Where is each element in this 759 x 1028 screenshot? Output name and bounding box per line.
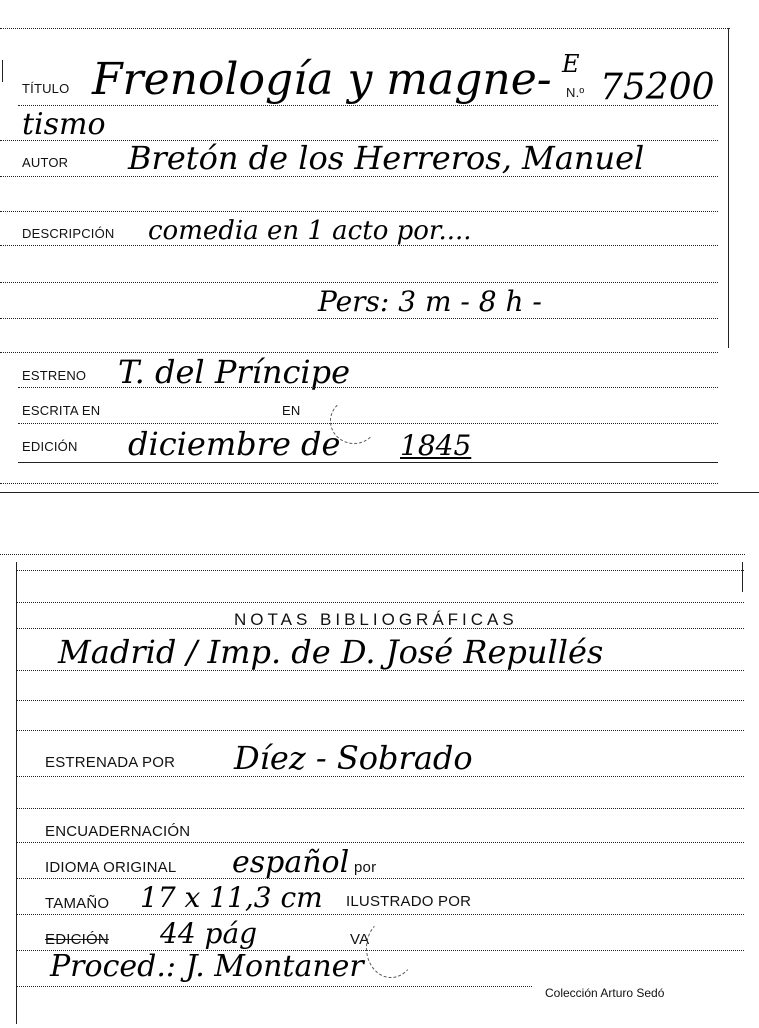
notas-value: Madrid / Imp. de D. José Repullés <box>58 633 604 671</box>
notas-header: NOTAS BIBLIOGRÁFICAS <box>234 610 518 629</box>
encuadernacion-label: ENCUADERNACIÓN <box>45 823 191 840</box>
por-label: por <box>354 859 377 876</box>
ilustrado-label: ILUSTRADO POR <box>346 893 472 910</box>
tamano-rule <box>16 914 744 915</box>
blank-rule-3 <box>0 352 718 353</box>
blank-rule-b2 <box>16 730 744 731</box>
descripcion-rule <box>0 245 718 246</box>
idioma-label: IDIOMA ORIGINAL <box>45 859 177 876</box>
blank-rule-b3 <box>16 808 744 809</box>
tamano-label: TAMAÑO <box>45 895 110 912</box>
autor-rule <box>0 176 718 177</box>
card-left-edge <box>16 562 17 1024</box>
estrenada-por-label: ESTRENADA POR <box>45 754 176 771</box>
personajes-value: Pers: 3 m - 8 h - <box>318 285 542 318</box>
blank-rule-b1 <box>16 700 744 701</box>
top-card-bottom-border <box>0 492 759 493</box>
edicion-label: EDICIÓN <box>22 439 78 454</box>
bottom-catalog-card <box>0 548 759 1028</box>
numero-label: N.º <box>566 85 585 100</box>
en-label: EN <box>282 403 301 418</box>
bottom-rule-a <box>16 570 744 571</box>
card-top-edge-2 <box>0 554 745 555</box>
card-left-mark <box>2 60 3 82</box>
estreno-rule <box>18 387 718 388</box>
top-card-bottom-edge <box>0 483 718 484</box>
estrenada-rule <box>16 776 744 777</box>
titulo-continuation: tismo <box>22 107 106 142</box>
card-top-edge <box>0 28 730 29</box>
escrita-en-label: ESCRITA EN <box>22 403 101 418</box>
personajes-rule <box>0 318 718 319</box>
estreno-value: T. del Príncipe <box>118 353 351 391</box>
descripcion-value: comedia en 1 acto por.... <box>148 216 472 246</box>
estrenada-por-value: Díez - Sobrado <box>234 739 473 777</box>
card-right-edge <box>728 28 729 348</box>
procedencia-rule <box>16 986 532 987</box>
idioma-value: español <box>232 845 350 880</box>
estreno-label: ESTRENO <box>22 368 87 383</box>
notas-rule <box>16 670 744 671</box>
blank-rule-2 <box>0 282 718 283</box>
descripcion-label: DESCRIPCIÓN <box>22 226 115 241</box>
bottom-rule-b <box>16 602 744 603</box>
top-catalog-card <box>0 0 759 495</box>
titulo-value: Frenología y magne- <box>92 54 552 105</box>
encuadernacion-rule <box>16 842 744 843</box>
titulo-label: TÍTULO <box>22 81 70 96</box>
tamano-value: 17 x 11,3 cm <box>140 881 323 914</box>
idioma-rule <box>16 878 744 879</box>
paper-hole-mark-2 <box>366 918 416 978</box>
procedencia-value: Proced.: J. Montaner <box>50 949 364 984</box>
numero-letter: E <box>562 50 580 78</box>
edicion-year: 1845 <box>400 429 472 462</box>
autor-value: Bretón de los Herreros, Manuel <box>128 139 645 177</box>
va-label: VA <box>350 931 370 948</box>
blank-rule-1 <box>0 211 718 212</box>
edicion-label-2: EDICIÓN <box>45 931 109 948</box>
edicion-value-2: 44 pág <box>160 917 258 950</box>
card-right-edge-2 <box>742 562 743 592</box>
edicion-value: diciembre de <box>128 425 341 463</box>
numero-value: 75200 <box>600 67 715 108</box>
titulo-rule <box>18 105 718 106</box>
coleccion-footer: Colección Arturo Sedó <box>545 986 665 1000</box>
header-rule <box>16 628 744 629</box>
autor-label: AUTOR <box>22 155 69 170</box>
edicion-rule <box>18 462 718 463</box>
